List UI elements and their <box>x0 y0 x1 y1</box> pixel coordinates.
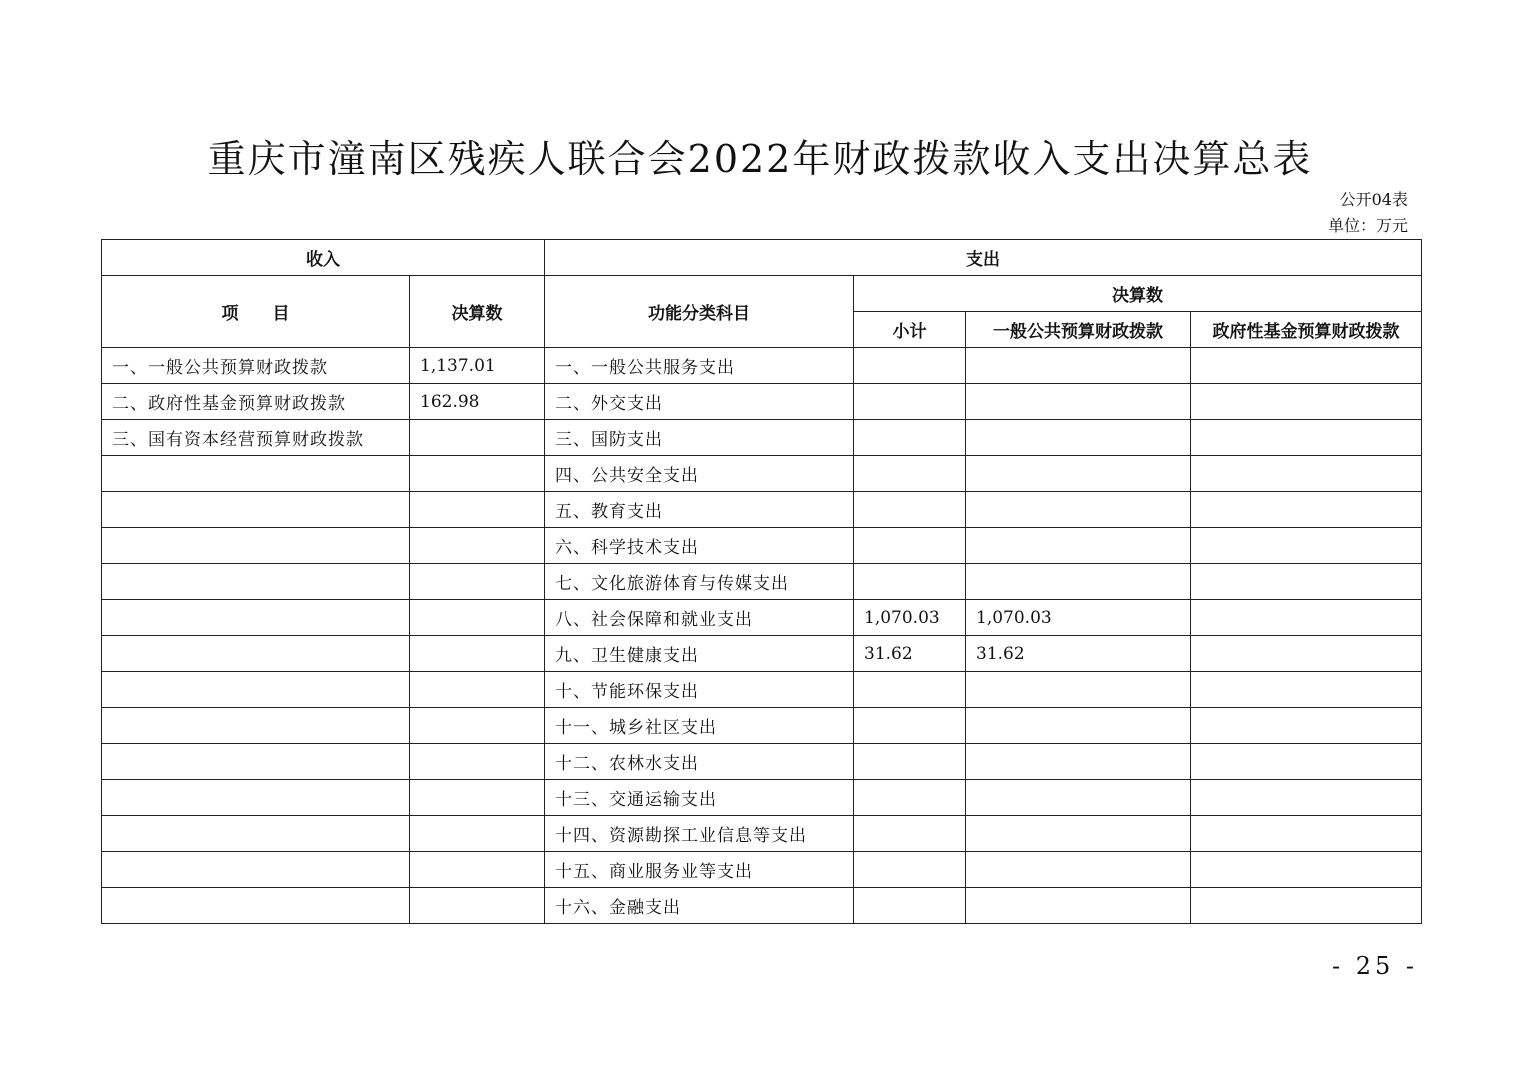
table-row <box>102 564 1422 600</box>
general-budget-cell <box>966 708 1191 744</box>
income-amount-cell <box>410 888 545 924</box>
fund-budget-cell <box>1191 456 1422 492</box>
table-row <box>102 852 1422 888</box>
income-item-cell <box>102 564 410 600</box>
general-budget-cell <box>966 816 1191 852</box>
income-amount-cell <box>410 672 545 708</box>
general-budget-cell: 31.62 <box>966 636 1191 672</box>
income-amount-cell <box>410 636 545 672</box>
fund-budget-cell <box>1191 600 1422 636</box>
subtotal-cell <box>854 384 966 420</box>
income-amount-cell <box>410 708 545 744</box>
category-cell: 十四、资源勘探工业信息等支出 <box>545 816 854 852</box>
fund-budget-cell <box>1191 528 1422 564</box>
table-row <box>102 492 1422 528</box>
general-budget-cell <box>966 672 1191 708</box>
table-code: 公开04表 <box>1339 190 1408 209</box>
item-header: 项 目 <box>102 276 410 348</box>
category-cell: 三、国防支出 <box>545 420 854 456</box>
income-item-cell <box>102 708 410 744</box>
function-category-header: 功能分类科目 <box>545 276 854 348</box>
category-cell: 十三、交通运输支出 <box>545 780 854 816</box>
income-amount-cell <box>410 456 545 492</box>
fund-budget-cell <box>1191 636 1422 672</box>
fund-budget-cell <box>1191 852 1422 888</box>
subtotal-cell <box>854 888 966 924</box>
general-budget-cell <box>966 456 1191 492</box>
general-budget-cell <box>966 348 1191 384</box>
income-item-cell: 二、政府性基金预算财政拨款 <box>102 384 410 420</box>
income-amount-cell <box>410 852 545 888</box>
fund-budget-cell <box>1191 564 1422 600</box>
table-row <box>102 348 1422 384</box>
general-budget-cell: 1,070.03 <box>966 600 1191 636</box>
fund-budget-cell <box>1191 672 1422 708</box>
table-body <box>102 348 1422 924</box>
general-budget-cell <box>966 528 1191 564</box>
income-item-cell: 三、国有资本经营预算财政拨款 <box>102 420 410 456</box>
fund-budget-cell <box>1191 888 1422 924</box>
subtotal-cell: 31.62 <box>854 636 966 672</box>
category-cell: 一、一般公共服务支出 <box>545 348 854 384</box>
table-row <box>102 600 1422 636</box>
general-budget-cell <box>966 744 1191 780</box>
general-budget-cell <box>966 780 1191 816</box>
subtotal-cell <box>854 348 966 384</box>
table-row <box>102 420 1422 456</box>
general-budget-header: 一般公共预算财政拨款 <box>966 312 1191 348</box>
table-row <box>102 384 1422 420</box>
income-amount-cell <box>410 780 545 816</box>
category-cell: 二、外交支出 <box>545 384 854 420</box>
subtotal-cell <box>854 528 966 564</box>
income-item-cell <box>102 744 410 780</box>
fiscal-summary-table <box>101 239 1422 924</box>
category-cell: 十一、城乡社区支出 <box>545 708 854 744</box>
subtotal-cell <box>854 708 966 744</box>
category-cell: 四、公共安全支出 <box>545 456 854 492</box>
category-cell: 十六、金融支出 <box>545 888 854 924</box>
subtotal-cell <box>854 852 966 888</box>
income-amount-cell <box>410 744 545 780</box>
page-number: - 25 - <box>1331 952 1418 980</box>
general-budget-cell <box>966 852 1191 888</box>
category-cell: 八、社会保障和就业支出 <box>545 600 854 636</box>
subtotal-cell <box>854 780 966 816</box>
table-row <box>102 708 1422 744</box>
category-cell: 十二、农林水支出 <box>545 744 854 780</box>
income-amount-cell <box>410 600 545 636</box>
fund-budget-header: 政府性基金预算财政拨款 <box>1191 312 1422 348</box>
income-amount-cell <box>410 528 545 564</box>
income-item-cell <box>102 492 410 528</box>
table-row <box>102 528 1422 564</box>
table-row <box>102 780 1422 816</box>
income-item-cell <box>102 780 410 816</box>
general-budget-cell <box>966 384 1191 420</box>
income-item-cell <box>102 528 410 564</box>
expenditure-header: 支出 <box>545 240 1422 276</box>
subtotal-cell <box>854 816 966 852</box>
income-item-cell <box>102 816 410 852</box>
fund-budget-cell <box>1191 780 1422 816</box>
category-cell: 五、教育支出 <box>545 492 854 528</box>
general-budget-cell <box>966 564 1191 600</box>
subtotal-cell <box>854 672 966 708</box>
header-row-2 <box>102 276 1422 312</box>
unit-label: 单位：万元 <box>1327 216 1408 235</box>
category-cell: 七、文化旅游体育与传媒支出 <box>545 564 854 600</box>
fund-budget-cell <box>1191 492 1422 528</box>
subtotal-header: 小计 <box>854 312 966 348</box>
fund-budget-cell <box>1191 348 1422 384</box>
table-row <box>102 636 1422 672</box>
final-amount-header: 决算数 <box>410 276 545 348</box>
subtotal-cell <box>854 420 966 456</box>
header-row-1 <box>102 240 1422 276</box>
subtotal-cell <box>854 492 966 528</box>
income-item-cell: 一、一般公共预算财政拨款 <box>102 348 410 384</box>
income-item-cell <box>102 888 410 924</box>
income-item-cell <box>102 672 410 708</box>
fund-budget-cell <box>1191 384 1422 420</box>
table-row <box>102 672 1422 708</box>
general-budget-cell <box>966 420 1191 456</box>
general-budget-cell <box>966 888 1191 924</box>
table-row <box>102 816 1422 852</box>
category-cell: 九、卫生健康支出 <box>545 636 854 672</box>
income-amount-cell <box>410 492 545 528</box>
subtotal-cell: 1,070.03 <box>854 600 966 636</box>
income-item-cell <box>102 636 410 672</box>
subtotal-cell <box>854 744 966 780</box>
table-row <box>102 888 1422 924</box>
subtotal-cell <box>854 456 966 492</box>
income-item-cell <box>102 600 410 636</box>
subtotal-cell <box>854 564 966 600</box>
income-amount-cell: 162.98 <box>410 384 545 420</box>
income-amount-cell <box>410 564 545 600</box>
page-title: 重庆市潼南区残疾人联合会2022年财政拨款收入支出决算总表 <box>207 137 1313 181</box>
fund-budget-cell <box>1191 816 1422 852</box>
income-amount-cell <box>410 420 545 456</box>
fund-budget-cell <box>1191 420 1422 456</box>
income-header: 收入 <box>102 240 545 276</box>
income-amount-cell: 1,137.01 <box>410 348 545 384</box>
category-cell: 六、科学技术支出 <box>545 528 854 564</box>
fund-budget-cell <box>1191 744 1422 780</box>
general-budget-cell <box>966 492 1191 528</box>
income-item-cell <box>102 852 410 888</box>
table-row <box>102 744 1422 780</box>
income-item-cell <box>102 456 410 492</box>
fund-budget-cell <box>1191 708 1422 744</box>
table-row <box>102 456 1422 492</box>
category-cell: 十、节能环保支出 <box>545 672 854 708</box>
income-amount-cell <box>410 816 545 852</box>
final-amount-group-header: 决算数 <box>854 276 1422 312</box>
category-cell: 十五、商业服务业等支出 <box>545 852 854 888</box>
